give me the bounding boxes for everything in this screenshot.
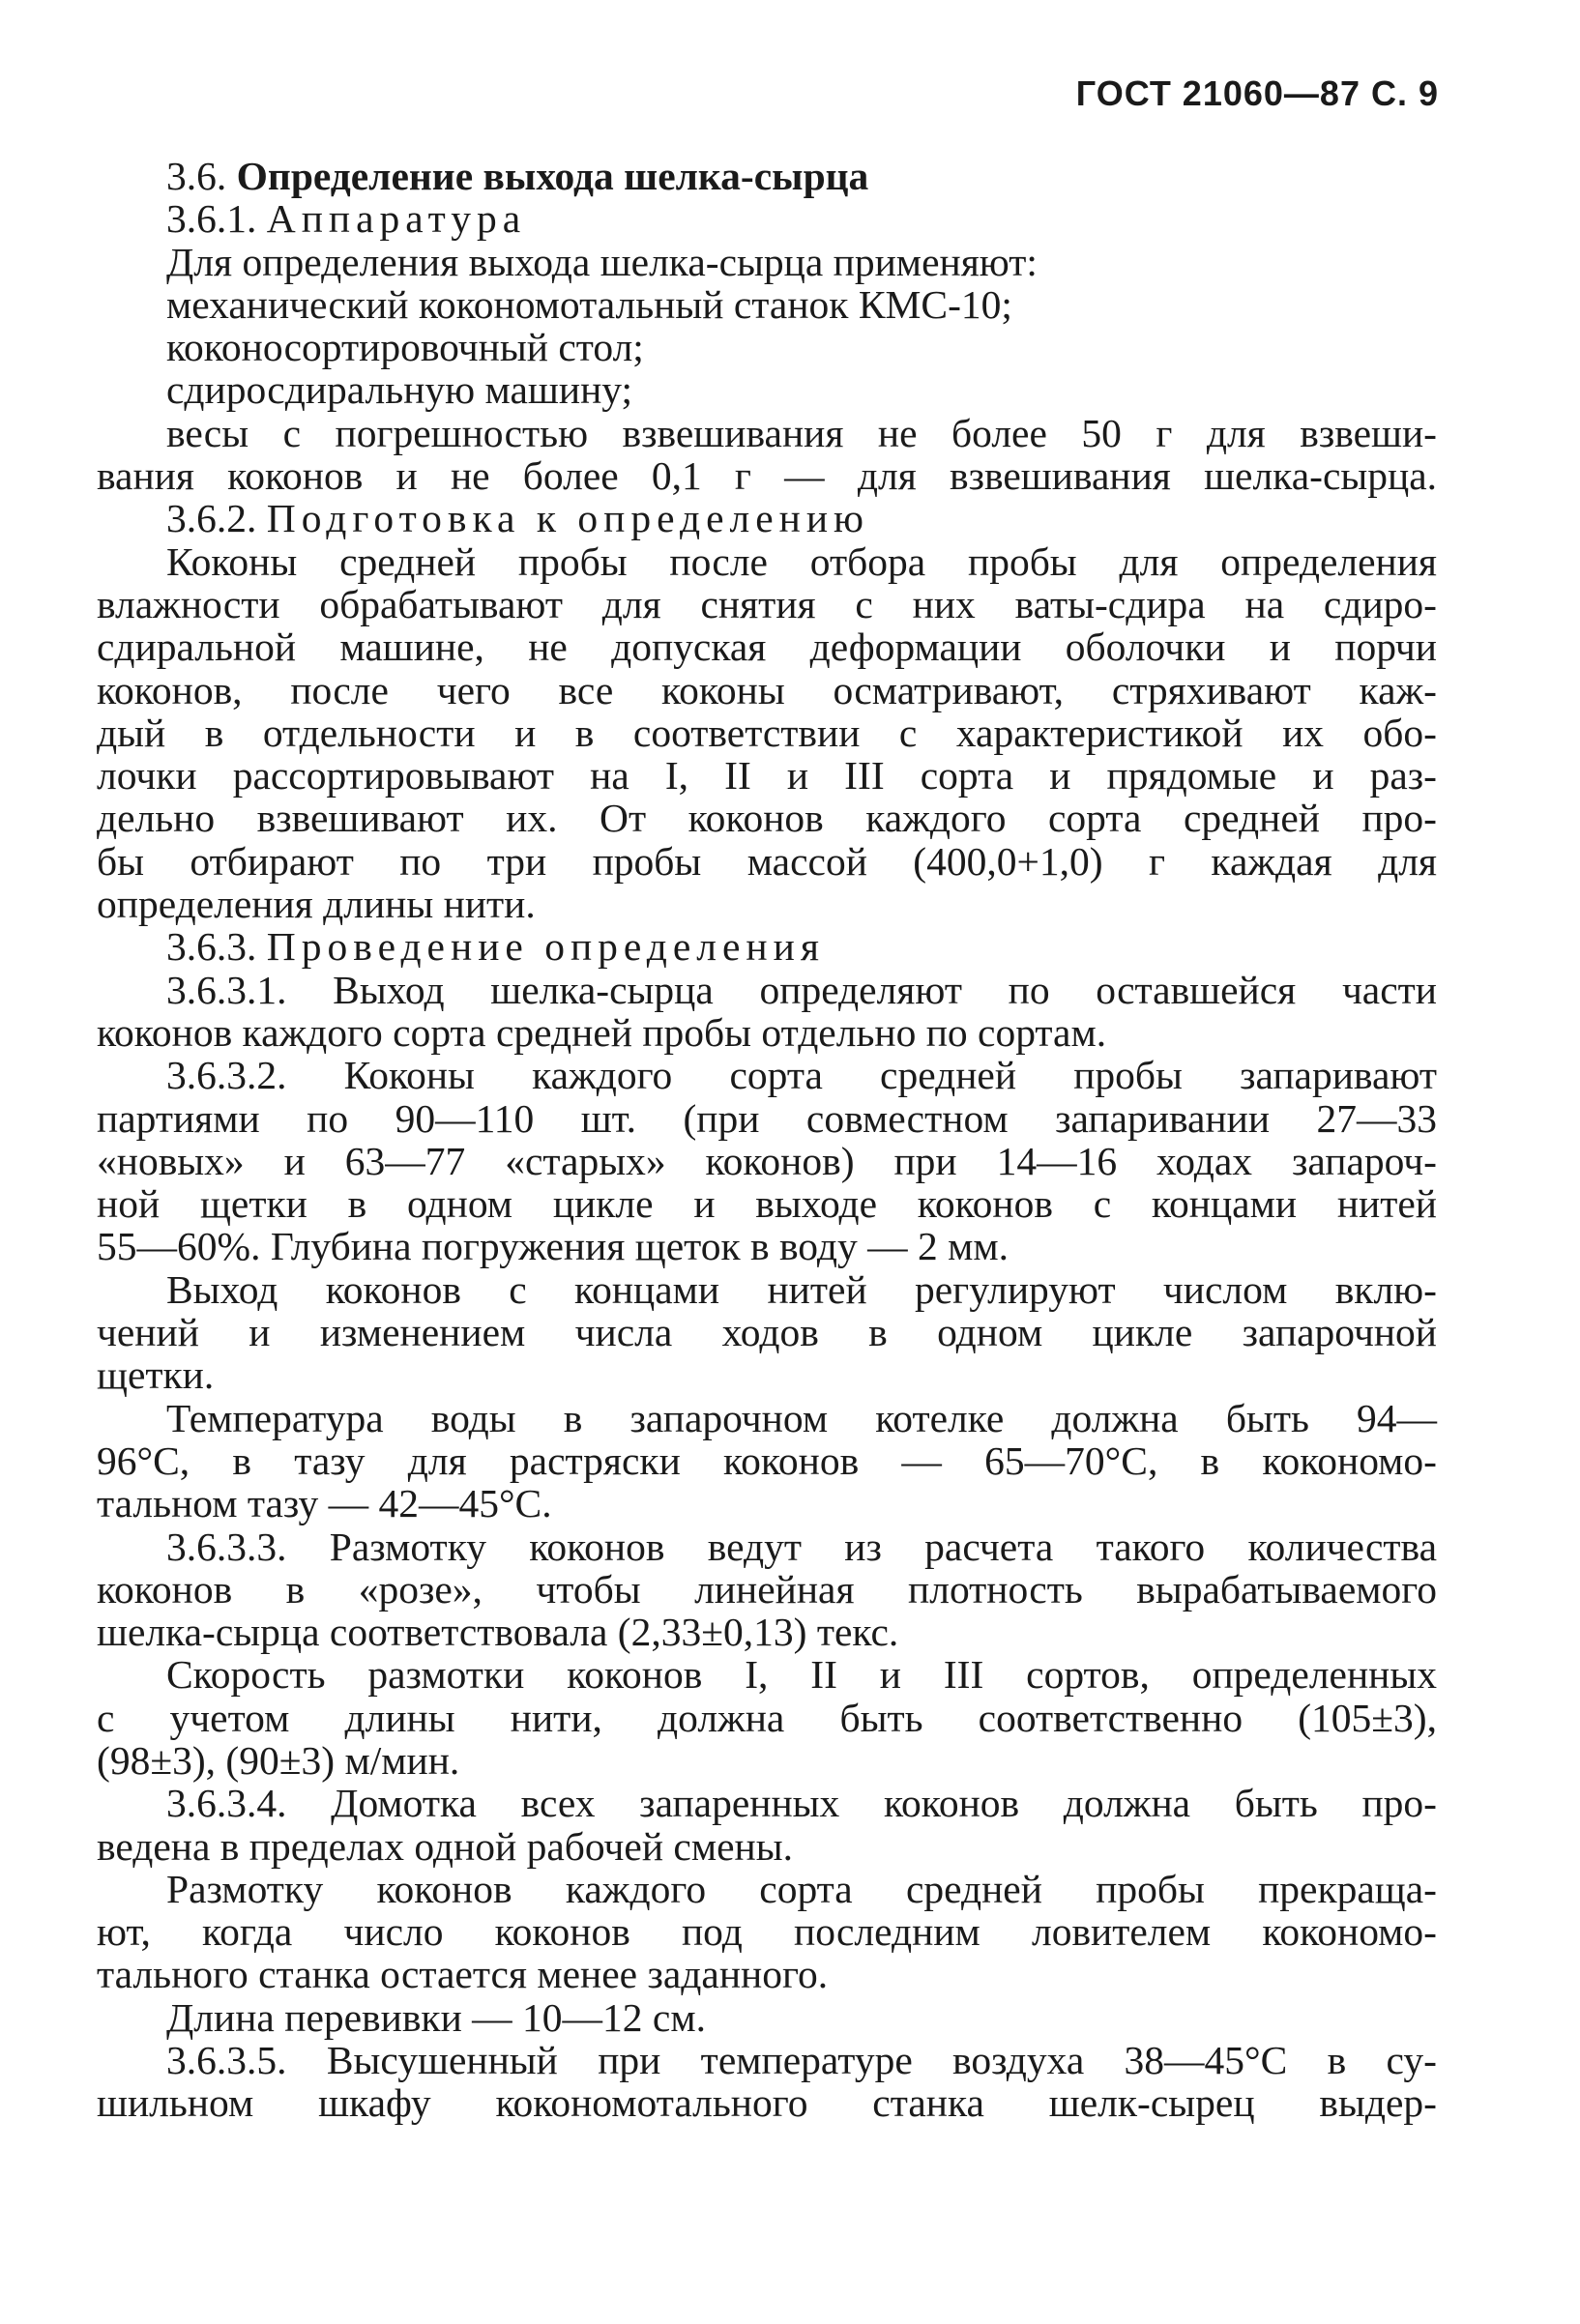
text-line: 3.6.3.2. Коконы каждого сорта средней пробы запаривают: [166, 1053, 1437, 1098]
subsection-title: Подготовка к определению: [266, 496, 870, 541]
section-number: 3.6.: [166, 154, 227, 198]
text-line: 3.6.3.1. Выход шелка-сырца определяют по оставшейся части: [166, 967, 1437, 1012]
subsection-number: 3.6.2.: [166, 496, 257, 541]
text-line: дый в отдельности и в соответствии с характеристикой их обо-: [97, 710, 1437, 755]
text-line: Температура воды в запарочном котелке должна быть 94—: [166, 1395, 1437, 1440]
text-line: партиями по 90—110 шт. (при совместном запаривании 27—33: [97, 1095, 1437, 1141]
text-line: коконов каждого сорта средней пробы отдельно по сортам.: [97, 1009, 1107, 1055]
page-header: ГОСТ 21060—87 С. 9: [1075, 73, 1439, 113]
text-line: 3.6.3.5. Высушенный при температуре воздуха 38—45°С в су-: [166, 2038, 1437, 2083]
subsection-number: 3.6.1.: [166, 196, 257, 242]
text-line: сдиральной машине, не допуская деформации оболочки и порчи: [97, 625, 1437, 670]
subsection-number: 3.6.3.: [166, 924, 257, 970]
section-title: Определение выхода шелка-сырца: [236, 154, 869, 198]
text-line: сдиросдиральную машину;: [166, 367, 633, 413]
text-line: шильном шкафу кокономотального станка шелк-сырец выдер-: [97, 2080, 1437, 2126]
text-line: коконосортировочный стол;: [166, 325, 644, 370]
text-line: лочки рассортировывают на I, II и III сорта и прядомые и раз-: [97, 753, 1437, 799]
text-line: бы отбирают по три пробы массой (400,0+1,0) г каждая для: [97, 838, 1437, 884]
text-line: Коконы средней пробы после отбора пробы для определения: [166, 538, 1437, 584]
text-line: тального станка остается менее заданного.: [97, 1952, 829, 1997]
subsection-title: Аппаратура: [266, 196, 527, 242]
document-body: [97, 155, 1437, 2125]
text-line: определения длины нити.: [97, 882, 536, 927]
text-line: дельно взвешивают их. От коконов каждого сорта средней про-: [97, 796, 1437, 841]
text-line: 55—60%. Глубина погружения щеток в воду — 2 мм.: [97, 1224, 1009, 1269]
text-line: вания коконов и не более 0,1 г — для взвешивания шелка-сырца.: [97, 453, 1437, 499]
subsection-heading-preparation: [97, 497, 1437, 539]
text-line: ведена в пределах одной рабочей смены.: [97, 1823, 793, 1869]
text-line: «новых» и 63—77 «старых» коконов) при 14—16 ходах запароч-: [97, 1138, 1437, 1183]
section-heading: [97, 155, 1437, 197]
text-line: чений и изменением числа ходов в одном цикле запарочной: [97, 1310, 1437, 1355]
text-line: шелка-сырца соответствовала (2,33±0,13) текс.: [97, 1610, 899, 1655]
subsection-heading-apparatus: [97, 197, 1437, 240]
text-line: 3.6.3.4. Домотка всех запаренных коконов должна быть про-: [166, 1781, 1437, 1826]
subsection-title: Проведение определения: [266, 924, 825, 970]
text-line: 96°С, в тазу для растряски коконов — 65—70°С, в кокономо-: [97, 1438, 1437, 1483]
text-line: Для определения выхода шелка-сырца применяют:: [166, 239, 1038, 284]
text-line: Скорость размотки коконов I, II и III сортов, определенных: [166, 1652, 1437, 1698]
subsection-heading-procedure: [97, 925, 1437, 968]
text-line: Выход коконов с концами нитей регулируют числом вклю-: [166, 1266, 1437, 1312]
text-line: ют, когда число коконов под последним ловителем кокономо-: [97, 1909, 1437, 1955]
text-line: механический кокономотальный станок КМС-10;: [166, 281, 1012, 327]
text-line: коконов в «розе», чтобы линейная плотность вырабатываемого: [97, 1566, 1437, 1612]
text-line: коконов, после чего все коконы осматривают, стряхивают каж-: [97, 667, 1437, 712]
text-line: щетки.: [97, 1352, 215, 1398]
text-line: весы с погрешностью взвешивания не более 50 г для взвеши-: [166, 410, 1437, 455]
text-line: с учетом длины нити, должна быть соответственно (105±3),: [97, 1695, 1437, 1740]
text-line: 3.6.3.3. Размотку коконов ведут из расчета такого количества: [166, 1524, 1437, 1569]
text-line: тальном тазу — 42—45°С.: [97, 1481, 552, 1526]
text-line: ной щетки в одном цикле и выходе коконов с концами нитей: [97, 1181, 1437, 1227]
text-line: влажности обрабатывают для снятия с них ваты-сдира на сдиро-: [97, 581, 1437, 626]
text-line: (98±3), (90±3) м/мин.: [97, 1737, 460, 1783]
text-line: Длина перевивки — 10—12 см.: [166, 1994, 706, 2040]
text-line: Размотку коконов каждого сорта средней пробы прекраща-: [166, 1866, 1437, 1911]
